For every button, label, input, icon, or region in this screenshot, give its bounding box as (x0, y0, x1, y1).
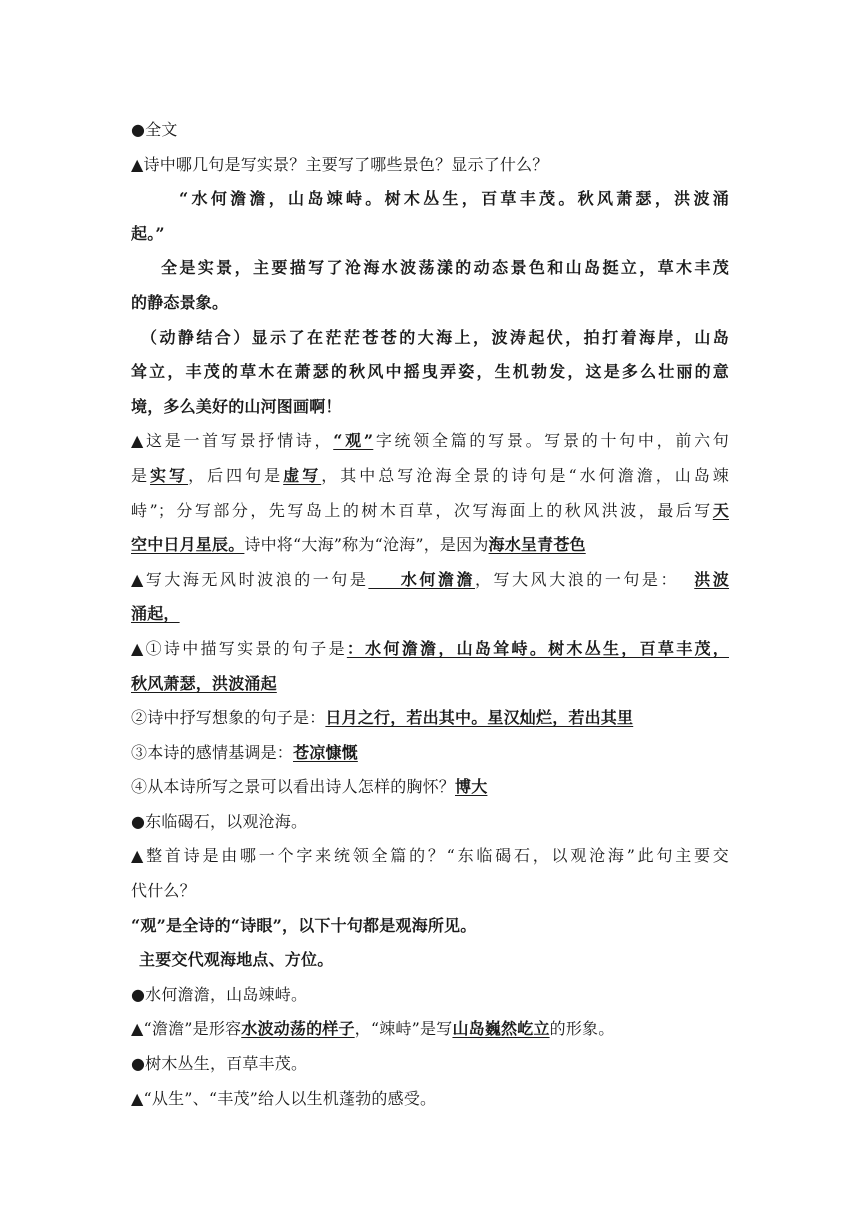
text: ●全文 (131, 120, 178, 139)
text: “水何澹澹，山岛竦峙。树木丛生，百草丰茂。秋风萧瑟，洪波涌 (179, 189, 729, 209)
answer-blank: 水波动荡的样子 (241, 1019, 355, 1039)
text: 境，多么美好的山河图画啊！ (131, 396, 342, 416)
section-heading-line-3 (131, 1047, 729, 1082)
analysis-paragraph (131, 321, 729, 356)
question-1 (131, 632, 729, 667)
text: 峙”；分写部分，先写岛上的树木百草，次写海面上的秋风洪波，最后写 (131, 500, 713, 520)
text: ，其中总写沧海全景的诗句是“水何澹澹，山岛竦 (321, 465, 729, 485)
document-body (131, 113, 729, 1116)
answer-blank: 秋风萧瑟，洪波涌起 (131, 673, 277, 693)
question-1-end (131, 667, 729, 702)
question-4 (131, 770, 729, 805)
text: 全是实景，主要描写了沧海水波荡漾的动态景色和山岛挺立，草木丰茂 (161, 258, 729, 278)
text: 是 (131, 465, 151, 485)
text: ③本诗的感情基调是： (131, 742, 294, 762)
text: ●东临碣石，以观沧海。 (131, 811, 308, 831)
fill-in-waves (131, 563, 729, 598)
answer-blank: 山岛巍然屹立 (452, 1019, 550, 1039)
fill-in-line (131, 459, 729, 494)
text: 的形象。 (549, 1019, 615, 1039)
answer-blank: 洪波 (694, 569, 730, 589)
answer-paragraph (131, 251, 729, 286)
text: ▲诗中哪几句是写实景？主要写了哪些景色？显示了什么？ (131, 154, 549, 174)
text: 主要交代观海地点、方位。 (139, 950, 334, 970)
text: 代什么？ (131, 881, 196, 901)
answer-blank: 苍凉慷慨 (293, 742, 358, 762)
text: （动静结合）显示了在茫茫苍苍的大海上，波涛起伏，拍打着海岸，山岛 (141, 327, 729, 347)
quote-line (131, 182, 729, 217)
text: ②诗中抒写想象的句子是： (131, 708, 326, 728)
text: ▲“澹澹”是形容 (131, 1019, 242, 1039)
text: ▲整首诗是由哪一个字来统领全篇的？“东临碣石，以观沧海”此句主要交 (131, 846, 729, 866)
answer-paragraph-end (131, 286, 729, 321)
quote-line-end (131, 217, 729, 252)
text: ▲这是一首写景抒情诗， (131, 431, 334, 451)
question-real-scene (131, 148, 729, 183)
question-guan-end (131, 874, 729, 909)
analysis-paragraph-line (131, 355, 729, 390)
text: 的静态景象。 (131, 292, 229, 312)
fill-in-line (131, 528, 729, 563)
text: ，写大风大浪的一句是： (475, 569, 695, 589)
answer-blank: 博大 (455, 777, 488, 797)
answer-blank: 天 (712, 500, 729, 520)
analysis-paragraph-end (131, 390, 729, 425)
answer-blank: “观” (333, 431, 374, 451)
text: “观”是全诗的“诗眼”，以下十句都是观海所见。 (131, 915, 477, 935)
text: 字统领全篇的写景。写景的十句中，前六句 (373, 431, 729, 451)
section-heading-full-text (131, 113, 729, 148)
question-2 (131, 701, 729, 736)
answer-blank: 日月之行，若出其中。星汉灿烂，若出其里 (325, 708, 634, 728)
text: 耸立，丰茂的草木在萧瑟的秋风中摇曳弄姿，生机勃发，这是多么壮丽的意 (131, 362, 729, 382)
note-congsheng (131, 1082, 729, 1117)
text: ●水何澹澹，山岛竦峙。 (131, 984, 308, 1004)
text: ▲写大海无风时波浪的一句是 (131, 569, 369, 589)
question-3 (131, 736, 729, 771)
fill-in-line (131, 424, 729, 459)
answer-blank: 涌起， (131, 604, 180, 624)
text: ，“竦峙”是写 (354, 1019, 453, 1039)
question-guan (131, 839, 729, 874)
section-heading-line-1 (131, 805, 729, 840)
text: ▲“从生”、“丰茂”给人以生机蓬勃的感受。 (131, 1088, 437, 1108)
fill-in-line (131, 494, 729, 529)
question-dandan (131, 1012, 729, 1047)
text: ▲①诗中描写实景的句子是 (131, 638, 347, 658)
answer-guan (131, 909, 729, 944)
answer-blank: 水何澹澹 (368, 569, 476, 589)
answer-blank: ：水何澹澹，山岛耸峙。树木丛生，百草丰茂， (346, 638, 729, 658)
answer-blank: 海水呈青苍色 (488, 535, 586, 555)
text: 起。” (131, 223, 165, 243)
text: 诗中将“大海”称为“沧海”，是因为 (244, 535, 489, 555)
text: ④从本诗所写之景可以看出诗人怎样的胸怀？ (131, 777, 456, 797)
fill-in-waves-end (131, 597, 729, 632)
text: ，后四句是 (188, 465, 284, 485)
answer-location (131, 943, 729, 978)
answer-blank: 虚写 (283, 465, 322, 485)
answer-blank: 实写 (150, 465, 189, 485)
answer-blank: 空中日月星辰。 (131, 535, 245, 555)
section-heading-line-2 (131, 978, 729, 1013)
text: ●树木丛生，百草丰茂。 (131, 1054, 308, 1074)
